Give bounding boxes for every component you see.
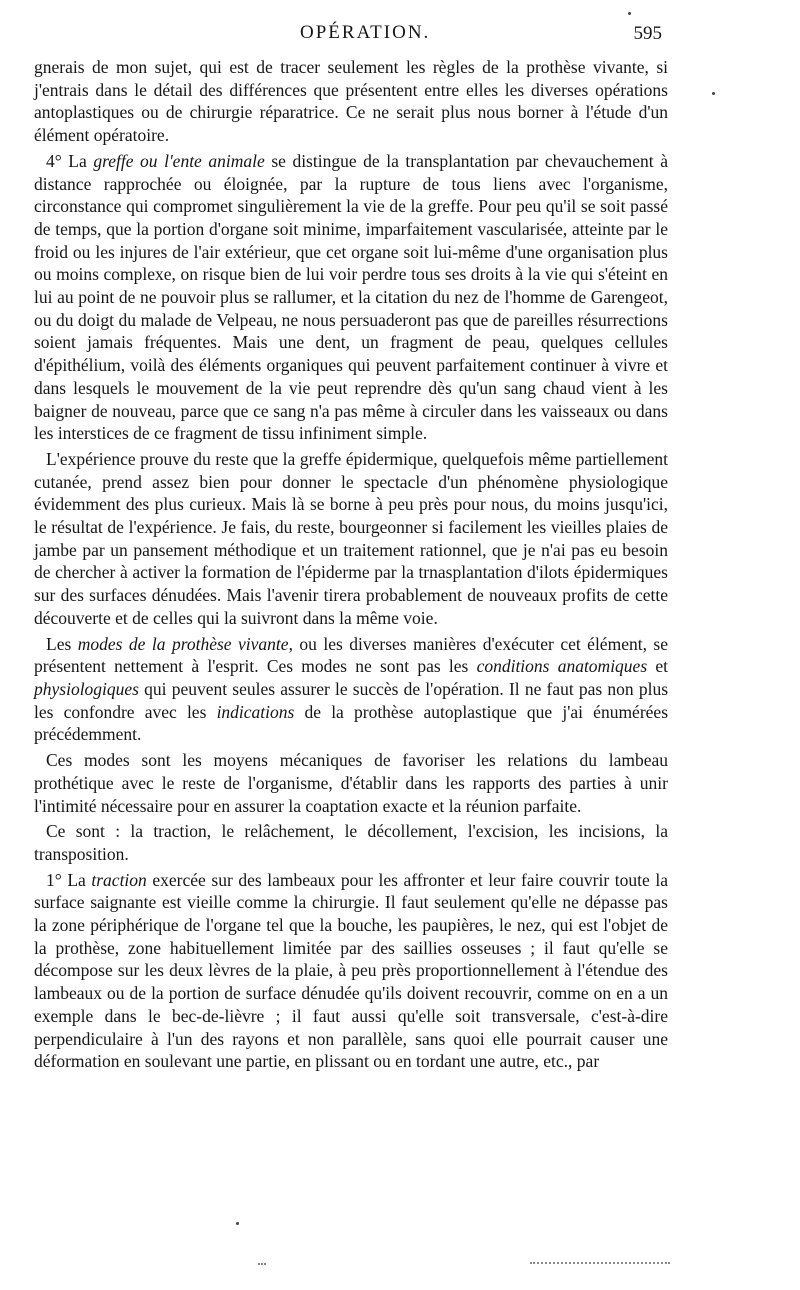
paragraph-liste	[34, 820, 668, 865]
text-run: se distingue de la transplantation par chevauchement à distance rapprochée ou éloignée, par la rupture de tous liens avec l'organisme, circonstance qui compromet singulièrement la vie de la greffe. Pour peu qu'il se soit passé de temps, que la portion d'organe soit minime, imparfaitement vascularisée, atteinte par le froid ou les injures de l'air extérieur, que cet organe soit lui-même d'une organisation plus ou moins complexe, on risque bien de lui voir perdre tous ses droits à la vie qui s'éteint en lui au point de ne pouvoir plus se rallumer, et la citation du nez de l'homme de Garengeot, ou du doigt du malade de Velpeau, ne nous persuaderont pas que de pareilles résurrections soient jamais fréquentes. Mais une dent, un fragment de peau, quelques cellules d'épithélium, voilà des éléments organiques qui peuvent parfaitement continuer à vivre et dans lesquels le mouvement de la vie peut reprendre dès qu'un sang chaud vient à les baigner de nouveau, parce que ce sang n'a pas même à circuler dans les vaisseaux ou dans les interstices de ce fragment de tissu infiniment simple.	[34, 150, 668, 444]
paragraph-traction	[34, 869, 668, 1073]
scan-speck	[712, 92, 715, 95]
paragraph-greffe	[34, 150, 668, 445]
text-run: exercée sur des lambeaux pour les affronter et leur faire couvrir toute la surface saignante est vieille comme la chirurgie. Il faut seulement qu'elle ne dépasse pas la zone périphérique de l'organe tel que la bouche, les paupières, le nez, qui est l'objet de la prothèse, zone habituellement limitée par des saillies osseuses ; il faut qu'elle se décompose sur les deux lèvres de la plaie, à peu près proportionnellement à l'étendue des lambeaux ou de la portion de surface dénudée qu'ils doivent recouvrir, comme on en a un exemple dans le bec-de-lièvre ; il faut aussi qu'elle soit transversale, c'est-à-dire perpendiculaire à l'un des rayons et non parallèle, sans quoi elle pourrait causer une déformation en soulevant une partie, en plissant ou en tordant une autre, etc., par	[34, 869, 668, 1072]
paragraph-experience	[34, 448, 668, 630]
scan-dotted-mark	[530, 1262, 670, 1264]
page-number: 595	[633, 23, 662, 44]
italic-term: modes de la prothèse vivante	[77, 633, 289, 654]
text-run: Ces modes sont les moyens mécaniques de favoriser les relations du lambeau prothétique avec le reste de l'organisme, d'établir dans les rapports des parties à unir l'intimité nécessaire pour en assurer la coaptation exacte et la réunion parfaite.	[34, 750, 668, 816]
paragraph-modes	[34, 633, 668, 747]
running-title: OPÉRATION.	[300, 22, 431, 43]
italic-term: traction	[91, 869, 147, 890]
text-run: 1° La	[46, 869, 92, 890]
italic-term: indications	[216, 701, 295, 722]
text-run: et	[647, 656, 668, 677]
paragraph-moyens	[34, 749, 668, 817]
text-run: Ce sont : la traction, le relâchement, le décollement, l'excision, les incisions, la transposition.	[34, 821, 668, 864]
scan-speck	[236, 1222, 239, 1225]
paragraph-continued	[34, 56, 668, 147]
italic-term: physiologiques	[34, 678, 139, 699]
text-run: Les	[46, 633, 78, 654]
scan-dotted-mark	[258, 1263, 266, 1265]
text-run: 4° La	[46, 150, 94, 171]
italic-term: conditions anatomiques	[476, 656, 648, 677]
text-run: gnerais de mon sujet, qui est de tracer seulement les règles de la prothèse vivante, si j'entrais dans le détail des différences que présentent entre elles les diverses opérations antoplastiques ou de chirurgie réparatrice. Ce ne serait plus nous borner à l'étude d'un élément opératoire.	[34, 57, 668, 146]
text-run: L'expérience prouve du reste que la greffe épidermique, quelquefois même partiellement cutanée, prend assez bien pour donner le spectacle d'un phénomène physiologique évidemment des plus curieux. Mais là se borne à peu près pour nous, du moins jusqu'ici, le résultat de l'expérience. Je fais, du reste, bourgeonner si facilement les vieilles plaies de jambe par un pansement méthodique et un traitement rationnel, que je n'ai pas eu besoin de chercher à activer la formation de l'épiderme par la trnasplantation d'ilots épidermiques sur des surfaces dénudées. Mais l'avenir tirera probablement de nouveaux profits de cette découverte et de celles qui la suivront dans la même voie.	[34, 448, 668, 628]
text-run: de la prothèse autoplastique que j'ai énumérées précédemment.	[34, 701, 669, 745]
body-text	[34, 56, 668, 1076]
text-run: , ou les diverses manières d'exécuter cet élément, se présentent nettement à l'esprit. Ces modes ne sont pas les	[34, 633, 668, 677]
italic-term: greffe ou l'ente animale	[93, 150, 265, 171]
text-run: qui peuvent seules assurer le succès de l'opération. Il ne faut pas non plus les confondre avec les	[34, 678, 668, 722]
page-header	[0, 22, 800, 46]
scan-speck	[628, 12, 631, 15]
